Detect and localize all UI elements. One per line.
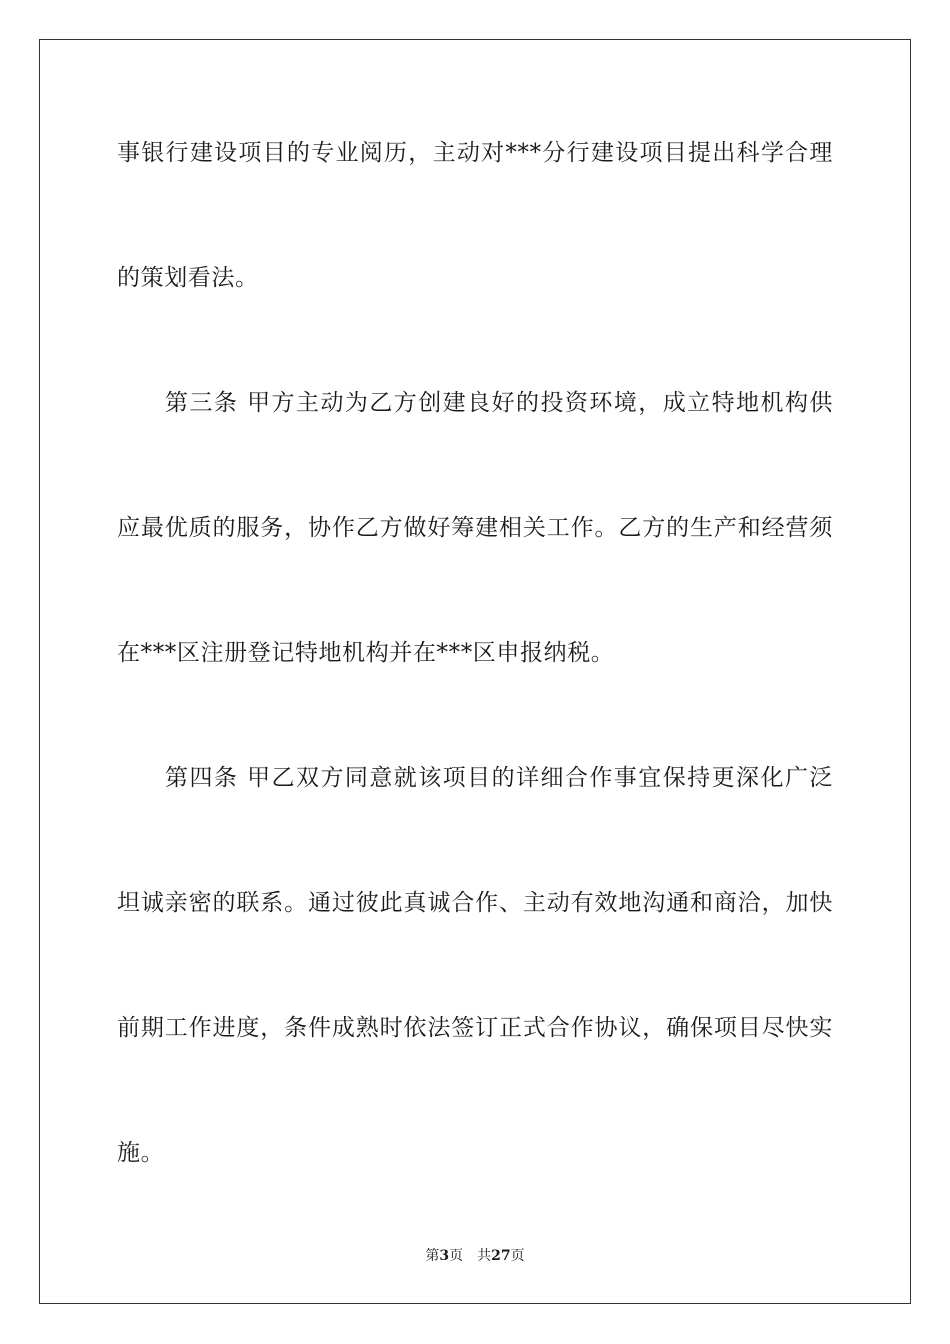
article-4-heading-line: 第四条 甲乙双方同意就该项目的详细合作事宜保持更深化广泛 [165, 765, 833, 791]
body-line-7: 坦诚亲密的联系。通过彼此真诚合作、主动有效地沟通和商洽，加快 [117, 890, 833, 916]
body-line-8: 前期工作进度，条件成熟时依法签订正式合作协议，确保项目尽快实 [117, 1015, 833, 1041]
page-footer [0, 1247, 950, 1265]
article-3-heading-line: 第三条 甲方主动为乙方创建良好的投资环境，成立特地机构供 [165, 390, 833, 416]
total-pages: 27 [491, 1248, 511, 1264]
total-prefix: 共 [477, 1248, 492, 1264]
page-suffix: 页 [449, 1248, 464, 1264]
body-line-5: 在***区注册登记特地机构并在***区申报纳税。 [117, 640, 615, 666]
page-border [39, 39, 911, 1304]
body-line-9: 施。 [117, 1140, 165, 1166]
body-line-1: 事银行建设项目的专业阅历，主动对***分行建设项目提出科学合理 [117, 140, 833, 166]
page-prefix: 第 [425, 1248, 440, 1264]
page-number: 3 [439, 1248, 450, 1264]
body-line-2: 的策划看法。 [117, 265, 259, 291]
total-suffix: 页 [510, 1248, 525, 1264]
body-line-4: 应最优质的服务，协作乙方做好筹建相关工作。乙方的生产和经营须 [117, 515, 833, 541]
